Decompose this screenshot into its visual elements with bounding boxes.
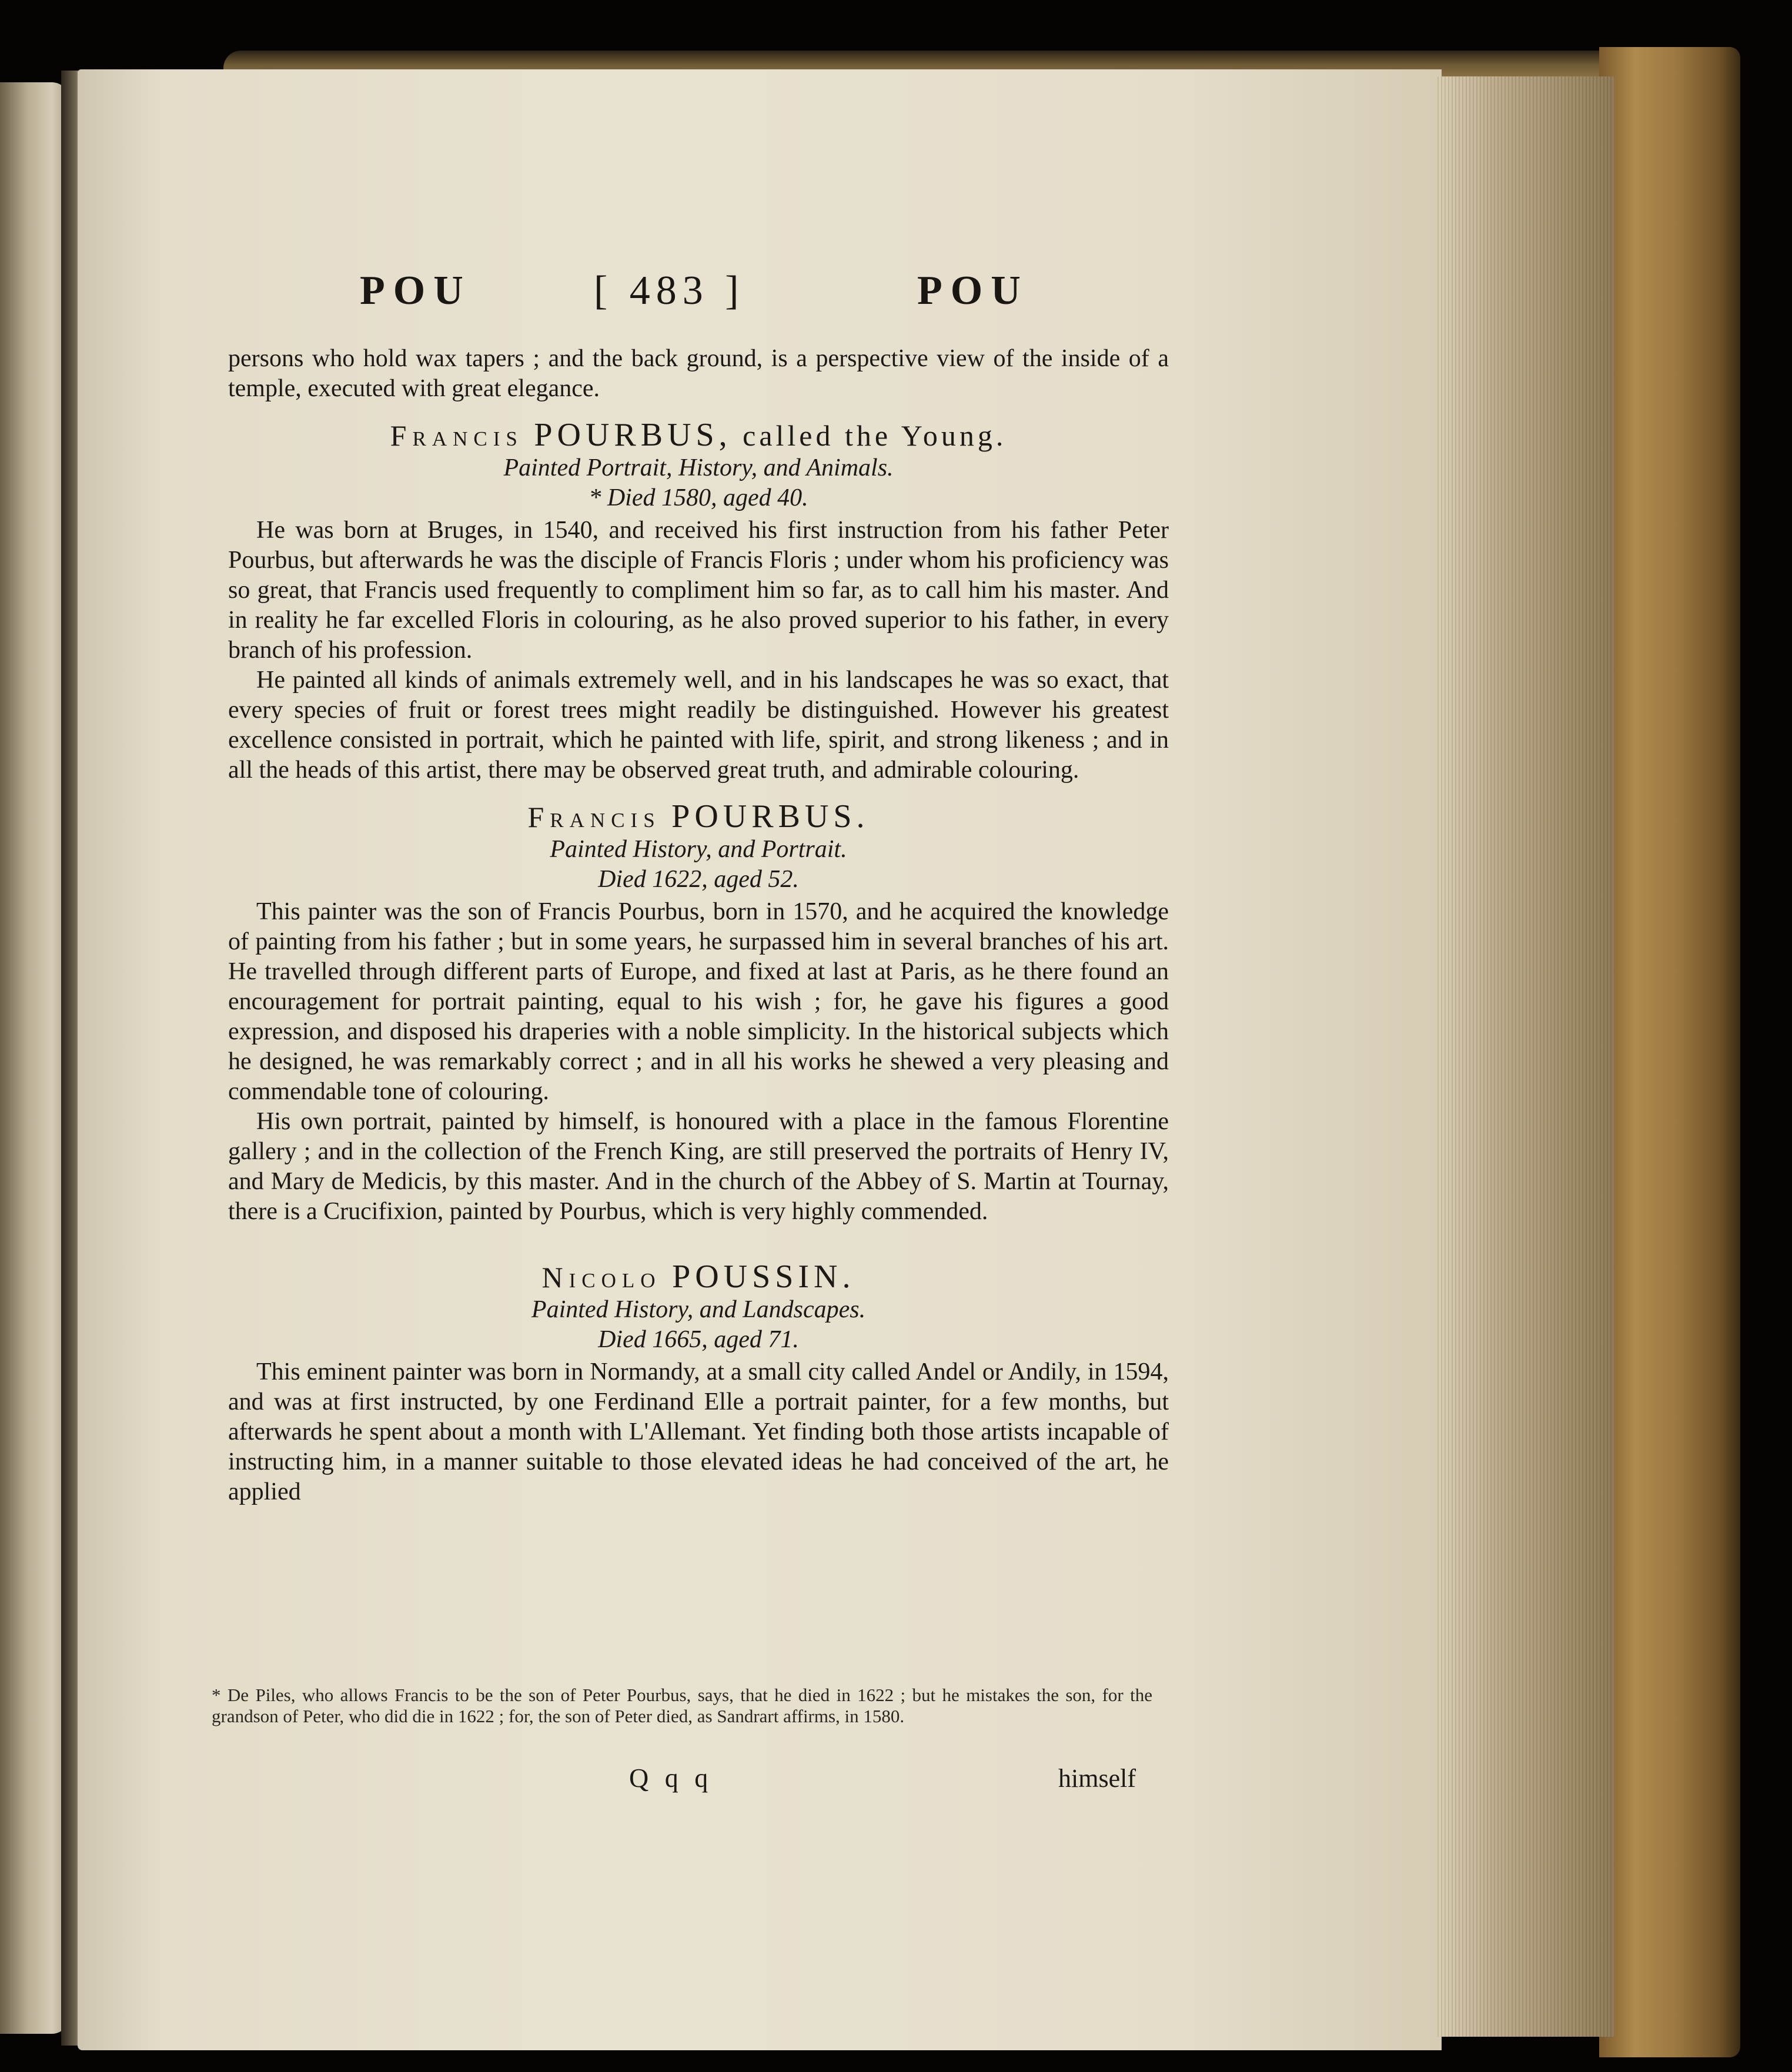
page-fore-edge (1437, 76, 1614, 2037)
entry-died: Died 1622, aged 52. (598, 866, 799, 893)
text-block (228, 344, 1169, 1507)
entry-subtitle: Painted History, and Landscapes. (531, 1296, 866, 1323)
entry-surname: POUSSIN. (672, 1258, 855, 1295)
entry-surname: POURBUS. (671, 798, 870, 835)
entry-subtitle: Painted History, and Portrait. (550, 836, 847, 863)
entry-paragraph: He was born at Bruges, in 1540, and received his first instruction from his father Peter Pourbus, but afterwards he was the disciple of Francis Floris ; under whom his proficiency was so great, that Francis used frequently to compliment him so far, as to call him his master. And in reality he far excelled Floris in colouring, as he also proved superior to his father, in every branch of his profession. (228, 517, 1169, 664)
footnote: * De Piles, who allows Francis to be the son of Peter Pourbus, says, that he died in 1622 ; but he mistakes the son, for the grandson of Peter, who did die in 1622 ; for, the son of Peter died, as Sandrart affirms, in 1580. (212, 1685, 1152, 1726)
page-number: [ 483 ] (594, 268, 745, 313)
entry-paragraph: His own portrait, painted by himself, is honoured with a place in the famous Florentine gallery ; and in the collection of the French King, are still preserved the portraits of Henry IV, and Mary de Medicis, by this master. And in the church of the Abbey of S. Martin at Tournay, there is a Crucifixion, painted by Pourbus, which is very highly commended. (228, 1108, 1169, 1225)
entry-surname: POURBUS, (534, 417, 732, 453)
signature-mark: Q q q (629, 1763, 713, 1793)
entry-suffix: called the Young. (743, 419, 1007, 452)
entry-heading (228, 1258, 1169, 1295)
entry-francis-pourbus-young (228, 417, 1169, 785)
entry-first-name: Francis (390, 419, 523, 452)
running-head-left: POU (360, 268, 472, 313)
entry-paragraph: This painter was the son of Francis Pourbus, born in 1570, and he acquired the knowledge of painting from his father ; but in some years, he surpassed him in several branches of his art. He travelled through different parts of Europe, and fixed at last at Paris, as he there found an encouragement for portrait painting, equal to his wish ; for, he gave his figures a good expression, and disposed his draperies with a noble simplicity. In the historical subjects which he designed, he was remarkably correct ; and in all his works he shewed a very pleasing and commendable tone of colouring. (228, 898, 1169, 1105)
leather-binding (1599, 47, 1740, 2057)
entry-died: Died 1665, aged 71. (598, 1326, 799, 1353)
facing-page-edge (0, 82, 69, 2034)
entry-francis-pourbus (228, 798, 1169, 1227)
continuation-paragraph: persons who hold wax tapers ; and the back ground, is a perspective view of the inside of a temple, executed with great elegance. (228, 345, 1169, 402)
entry-first-name: Francis (527, 801, 661, 834)
entry-paragraph: He painted all kinds of animals extremely well, and in his landscapes he was so exact, that every species of fruit or forest trees might readily be distinguished. However his greatest excellence consisted in portrait, which he painted with life, spirit, and strong likeness ; and in all the heads of this artist, there may be observed great truth, and admirable colouring. (228, 667, 1169, 784)
entry-heading (228, 798, 1169, 835)
entry-nicolo-poussin (228, 1258, 1169, 1507)
entry-died: * Died 1580, aged 40. (589, 484, 808, 511)
running-head-right: POU (917, 268, 1029, 313)
entry-heading (228, 417, 1169, 453)
entry-first-name: Nicolo (541, 1261, 661, 1294)
entry-subtitle: Painted Portrait, History, and Animals. (503, 454, 894, 481)
catchword: himself (1058, 1764, 1136, 1793)
entry-paragraph: This eminent painter was born in Normandy, at a small city called Andel or Andily, in 1594, and was at first instructed, by one Ferdinand Elle a portrait painter, for a few months, but afterwards he spent about a month with L'Allemant. Yet finding both those artists incapable of instructing him, in a manner suitable to those elevated ideas he had conceived of the art, he applied (228, 1358, 1169, 1505)
